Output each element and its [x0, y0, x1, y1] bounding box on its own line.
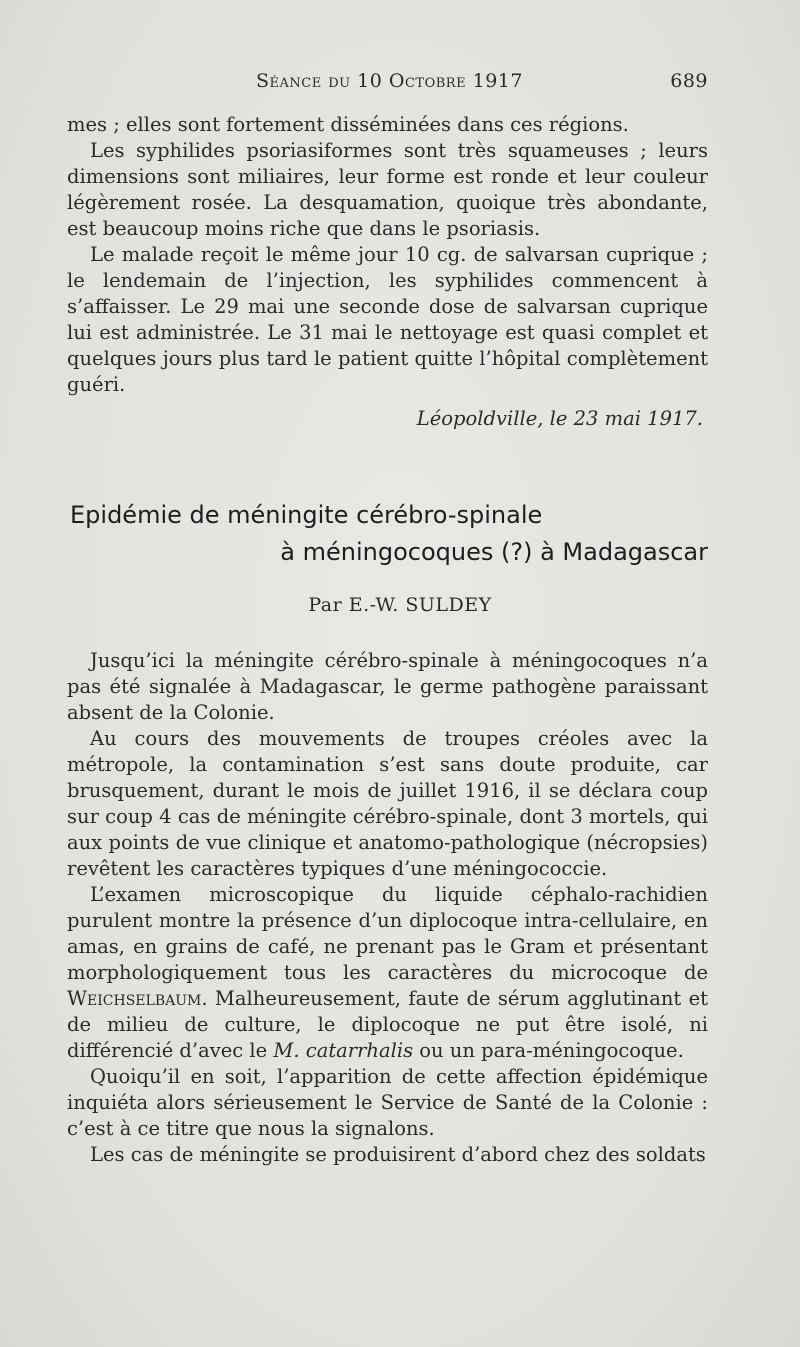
- paragraph: Jusqu’ici la méningite cérébro-spinale à méningocoques n’a pas été signalée à Madagascar, le germe pathogène paraissant absent de la Colonie.: [67, 649, 708, 724]
- species-name: M. catarrhalis: [273, 1039, 414, 1062]
- page-number: 689: [670, 70, 708, 92]
- paragraph: L’examen microscopique du liquide céphalo-rachidien purulent montre la présence d’un diplocoque intra-cellulaire, en amas, en grains de café, ne prenant pas le Gram et présentant morphologiquement tous les caractères du microcoque de Weichselbaum. Malheureusement, faute de sérum agglutinant et de milieu de culture, le diplocoque ne put être isolé, ni différencié d’avec le M. catarrhalis ou un para-méningocoque.: [67, 883, 708, 1062]
- paragraph: Les cas de méningite se produisirent d’abord chez des soldats: [90, 1143, 706, 1166]
- title-line-1: Epidémie de méningite cérébro-spinale: [70, 501, 543, 529]
- paragraph: Le malade reçoit le même jour 10 cg. de salvarsan cuprique ; le lendemain de l’injection, les syphilides commencent à s’affaisser. Le 29 mai une seconde dose de salvarsan cuprique lui est administrée. Le 31 mai le nettoyage est quasi complet et quelques jours plus tard le patient quitte l’hôpital complètement guéri.: [67, 243, 708, 396]
- paragraph: Les syphilides psoriasiformes sont très squameuses ; leurs dimensions sont miliaires, leur forme est ronde et leur couleur légèrement rosée. La desquamation, quoique très abondante, est beaucoup moins riche que dans le psoriasis.: [67, 139, 708, 240]
- previous-article-text: [67, 112, 708, 432]
- author-name: Weichselbaum: [67, 987, 202, 1010]
- signoff: Léopoldville, le 23 mai 1917.: [416, 407, 703, 430]
- paragraph: Au cours des mouvements de troupes créoles avec la métropole, la contamination s’est sans doute produite, car brusquement, durant le mois de juillet 1916, il se déclara coup sur coup 4 cas de méningite cérébro-spinale, dont 3 mortels, qui aux points de vue clinique et anatomo-pathologique (nécropsies) revêtent les caractères typiques d’une méningococcie.: [67, 727, 708, 880]
- running-title: Séance du 10 Octobre 1917: [256, 70, 523, 92]
- paragraph: mes ; elles sont fortement disséminées dans ces régions.: [67, 113, 629, 136]
- article-text: [67, 648, 708, 1168]
- page-header: [256, 70, 708, 100]
- article-title: [70, 497, 710, 571]
- byline: Par E.-W. SULDEY: [308, 594, 492, 616]
- paragraph: Quoiqu’il en soit, l’apparition de cette affection épidémique inquiéta alors sérieusement le Service de Santé de la Colonie : c’est à ce titre que nous la signalons.: [67, 1065, 708, 1140]
- title-line-2: à méningocoques (?) à Madagascar: [280, 538, 708, 566]
